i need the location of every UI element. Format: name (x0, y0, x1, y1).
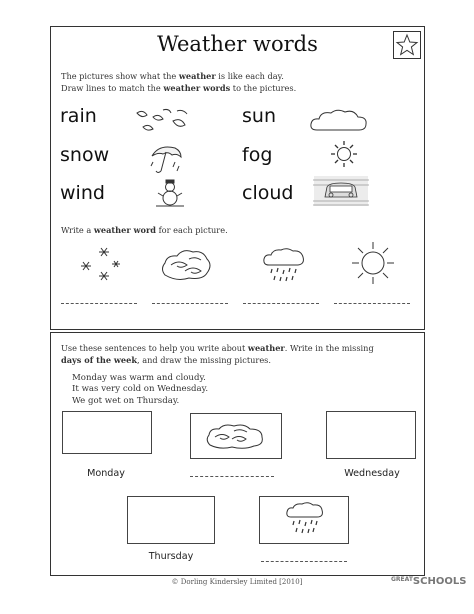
section2-instruction-2: days of the week, and draw the missing pictures. (61, 355, 271, 365)
answer-line-2[interactable] (152, 303, 228, 304)
days-section (50, 332, 425, 576)
worksheet (50, 26, 425, 574)
instruction-line-2: Draw lines to match the weather words to the pictures. (61, 83, 297, 93)
rain-cloud-icon (263, 247, 305, 289)
answer-line-1[interactable] (61, 303, 137, 304)
rain-cloud-icon (286, 501, 324, 539)
label-wednesday: Wednesday (344, 468, 400, 479)
answer-line-3[interactable] (243, 303, 319, 304)
cloud-picture-box (190, 413, 282, 459)
wednesday-drawing-box[interactable] (326, 411, 416, 459)
sentence-2: It was very cold on Wednesday. (72, 384, 209, 394)
word-snow: snow (60, 144, 110, 166)
brand-logo: $^{GREAT}$SCHOOLS (391, 576, 467, 587)
section2-instruction-1: Use these sentences to help you write about weather. Write in the missing (61, 343, 374, 353)
wind-icon (204, 421, 266, 451)
page-title: Weather words (157, 32, 318, 56)
matching-section (50, 26, 425, 330)
leaves-icon (133, 107, 191, 139)
cloud-icon (309, 107, 369, 139)
write-instruction: Write a weather word for each picture. (61, 225, 228, 235)
sun-icon (329, 139, 359, 173)
sun-icon (349, 240, 397, 290)
answer-line-4[interactable] (334, 303, 410, 304)
snowman-icon (155, 179, 185, 213)
thursday-drawing-box[interactable] (127, 496, 215, 544)
word-sun: sun (242, 105, 276, 127)
instruction-line-1: The pictures show what the weather is like each day. (61, 71, 284, 81)
answer-line-tuesday[interactable] (190, 476, 274, 477)
label-thursday: Thursday (148, 551, 194, 562)
wind-icon (159, 245, 213, 289)
monday-drawing-box[interactable] (62, 411, 152, 454)
sentence-3: We got wet on Thursday. (72, 396, 180, 406)
umbrella-icon (149, 142, 183, 180)
sentence-1: Monday was warm and cloudy. (72, 373, 206, 383)
word-cloud: cloud (242, 182, 294, 204)
rain-picture-box (259, 496, 349, 544)
star-icon (393, 31, 421, 59)
car-fog-icon (313, 175, 369, 211)
word-rain: rain (60, 105, 97, 127)
word-fog: fog (242, 144, 273, 166)
snowflake-icon (78, 244, 122, 288)
copyright: © Dorling Kindersley Limited [2010] (171, 578, 303, 586)
answer-line-friday[interactable] (261, 561, 347, 562)
word-wind: wind (60, 182, 105, 204)
label-monday: Monday (87, 468, 125, 479)
